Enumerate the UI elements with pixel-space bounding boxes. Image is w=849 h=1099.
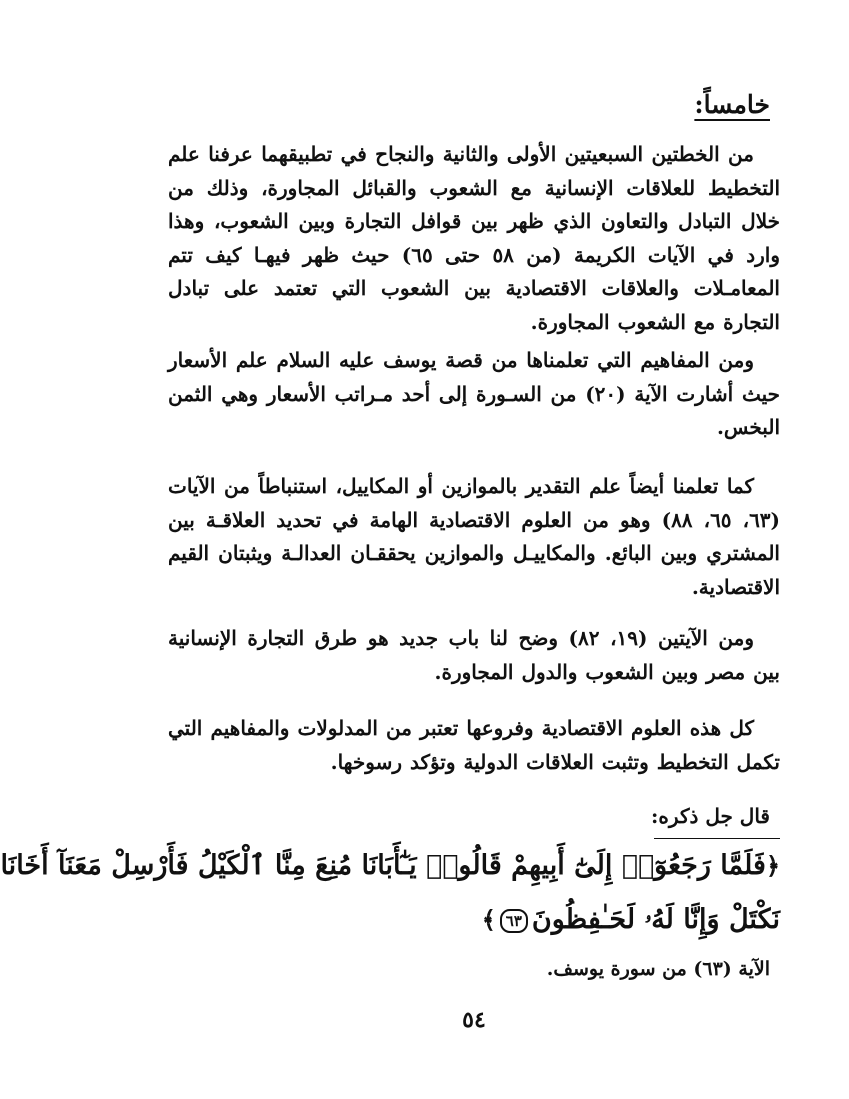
paragraph-2: ومن المفاهيم التي تعلمناها من قصة يوسف عليه السلام علم الأسعار حيث أشارت الآية (٢٠) من السـورة إلى أحد مـراتب الأسعار وهي الثمن البخس. [168,348,781,439]
ayah-number-marker: ٦٣ [500,909,528,933]
verse-open-bracket: ﴿ [765,851,780,880]
paragraph-4: ومن الآيتين (١٩، ٨٢) وضح لنا باب جديد هو طرق التجارة الإنسانية بين مصر وبين الشعوب والدول المجاورة. [168,626,780,684]
verse-close-bracket: ﴾ [481,905,496,934]
verse-line-1-text: فَلَمَّا رَجَعُوٓا۟ إِلَىٰٓ أَبِيهِمْ قَالُوا۟ يَـٰٓأَبَانَا مُنِعَ مِنَّا ٱلْكَيْلُ فَأَرْسِلْ مَعَنَآ أَخَانَا [0,850,766,881]
quran-verse-line-1 [0,846,780,886]
section-heading: خامساً: [694,90,770,119]
book-page [0,82,781,1072]
paragraph-3: كما تعلمنا أيضاً علم التقدير بالموازين أو المكاييل، استنباطاً من الآيات (٦٣، ٦٥، ٨٨) وهو من العلوم الاقتصادية الهامة في تحديد العلاقـة بين المشتري وبين البائع. والمكاييـل والموازين يحققـان العدالـة ويثبتان القيم الاقتصادية. [168,474,781,599]
paragraph-1: من الخطتين السبعيتين الأولى والثانية والنجاح في تطبيقهما عرفنا علم التخطيط للعلاقات الإنسانية مع الشعوب والقبائل المجاورة، وذلك من خلال التبادل والتعاون الذي ظهر بين قوافل التجارة وبين الشعوب، وهذا وارد في الآيات الكريمة (من ٥٨ حتى ٦٥) حيث ظهر فيهـا كيف تتم المعامـلات والعلاقات الاقتصادية بين الشعوب التي تعتمد على تبادل التجارة مع الشعوب المجاورة. [168,142,780,334]
page-number: ٥٤ [462,1007,486,1033]
paragraph-5: كل هذه العلوم الاقتصادية وفروعها تعتبر من المدلولات والمفاهيم التي تكمل التخطيط وتثبت العلاقات الدولية وتؤكد رسوخها. [168,716,780,774]
quran-verse-line-2 [168,900,780,940]
verse-intro: قال جل ذكره: [651,804,770,828]
verse-line-2-text: نَكْتَلْ وَإِنَّا لَهُۥ لَحَـٰفِظُونَ [531,904,780,935]
verse-intro-rule [654,838,780,839]
verse-source: الآية (٦٣) من سورة يوسف. [546,958,770,980]
